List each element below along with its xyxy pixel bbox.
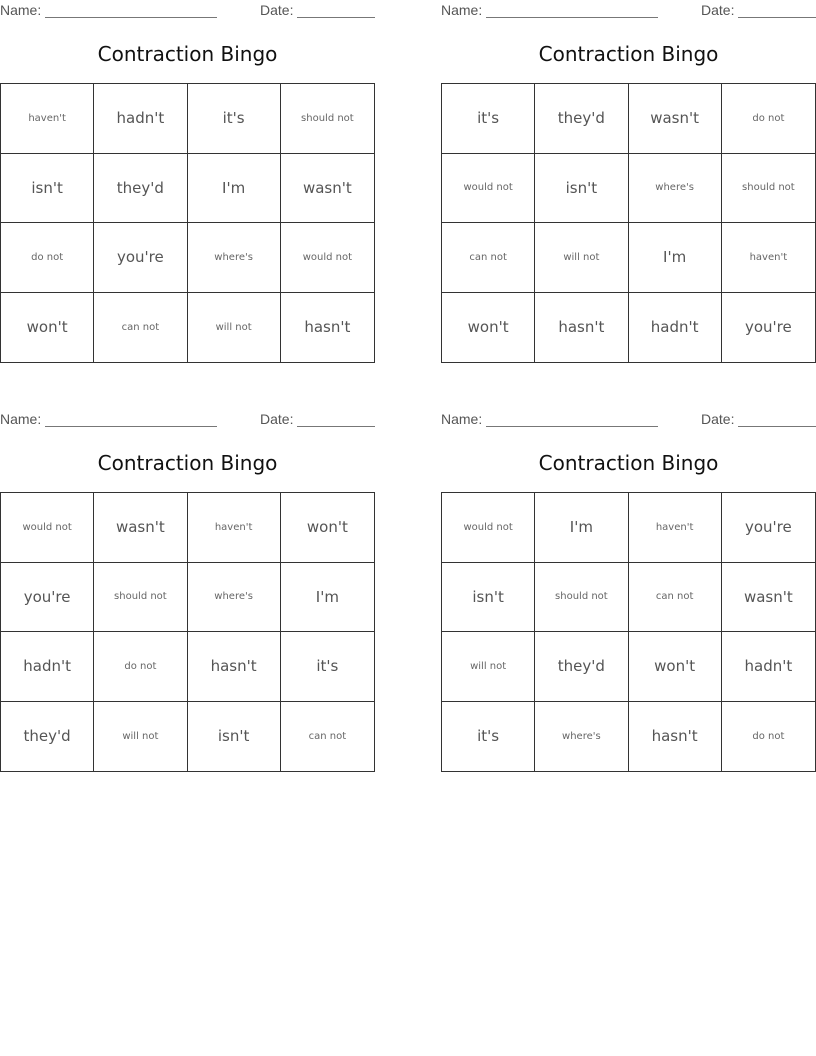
bingo-cell: hadn't <box>722 632 815 702</box>
bingo-cell: would not <box>1 493 94 563</box>
bingo-cell: haven't <box>1 84 94 154</box>
bingo-cell: where's <box>629 154 722 224</box>
bingo-cell: hasn't <box>535 293 628 363</box>
date-label: Date: <box>260 2 294 18</box>
bingo-cell: it's <box>442 84 535 154</box>
bingo-cell: should not <box>535 563 628 633</box>
bingo-cell: hasn't <box>188 632 281 702</box>
bingo-cell: you're <box>94 223 187 293</box>
bingo-cell: they'd <box>535 84 628 154</box>
bingo-cell: isn't <box>442 563 535 633</box>
bingo-cell: will not <box>94 702 187 772</box>
bingo-cell: won't <box>442 293 535 363</box>
card-title: Contraction Bingo <box>538 42 719 66</box>
bingo-card-1 <box>0 0 375 375</box>
card-title: Contraction Bingo <box>97 451 278 475</box>
name-blank-line <box>45 411 217 427</box>
date-blank-line <box>297 411 375 427</box>
bingo-cell: will not <box>188 293 281 363</box>
bingo-cell: I'm <box>629 223 722 293</box>
bingo-cell: hadn't <box>1 632 94 702</box>
bingo-cell: can not <box>94 293 187 363</box>
bingo-cell: would not <box>281 223 374 293</box>
bingo-cell: do not <box>1 223 94 293</box>
bingo-cell: you're <box>722 493 815 563</box>
date-label: Date: <box>260 411 294 427</box>
bingo-cell: would not <box>442 154 535 224</box>
bingo-cell: won't <box>629 632 722 702</box>
bingo-cell: would not <box>442 493 535 563</box>
bingo-cell: where's <box>535 702 628 772</box>
bingo-cell: haven't <box>188 493 281 563</box>
name-label: Name: <box>441 2 483 18</box>
card-header <box>0 2 375 20</box>
bingo-cell: hasn't <box>629 702 722 772</box>
bingo-cell: do not <box>722 84 815 154</box>
bingo-cell: I'm <box>281 563 374 633</box>
bingo-cell: will not <box>535 223 628 293</box>
card-title: Contraction Bingo <box>97 42 278 66</box>
bingo-cell: I'm <box>188 154 281 224</box>
bingo-cell: you're <box>744 318 792 337</box>
bingo-cell: hasn't <box>304 318 351 337</box>
name-label: Name: <box>0 2 42 18</box>
bingo-cell: won't <box>281 493 374 563</box>
date-blank-line <box>297 2 375 18</box>
bingo-cell: isn't <box>1 154 94 224</box>
bingo-cell: I'm <box>535 493 628 563</box>
bingo-cell: they'd <box>535 632 628 702</box>
bingo-cell: hadn't <box>94 84 187 154</box>
date-blank-line <box>738 2 816 18</box>
name-label: Name: <box>441 411 483 427</box>
bingo-cell: wasn't <box>722 563 815 633</box>
card-header <box>0 411 375 429</box>
bingo-grid <box>0 83 375 363</box>
bingo-card-2 <box>441 0 816 375</box>
bingo-cell: will not <box>442 632 535 702</box>
bingo-cell: isn't <box>188 702 281 772</box>
name-blank-line <box>486 411 658 427</box>
bingo-cell: it's <box>442 702 535 772</box>
bingo-cell: you're <box>1 563 94 633</box>
bingo-cell: haven't <box>722 223 815 293</box>
bingo-cell: can not <box>629 563 722 633</box>
card-title: Contraction Bingo <box>538 451 719 475</box>
bingo-cell: it's <box>188 84 281 154</box>
bingo-cell: won't <box>1 293 94 363</box>
card-header <box>441 2 816 20</box>
date-label: Date: <box>701 411 735 427</box>
name-blank-line <box>45 2 217 18</box>
bingo-cell: do not <box>94 632 187 702</box>
bingo-cell: can not <box>308 730 347 742</box>
bingo-cell: do not <box>752 730 785 742</box>
card-header <box>441 411 816 429</box>
bingo-card-3 <box>0 409 375 784</box>
bingo-cell: wasn't <box>94 493 187 563</box>
bingo-cell: they'd <box>94 154 187 224</box>
bingo-cell: where's <box>188 563 281 633</box>
bingo-cell: hadn't <box>629 293 722 363</box>
date-blank-line <box>738 411 816 427</box>
bingo-card-4 <box>441 409 816 784</box>
name-blank-line <box>486 2 658 18</box>
bingo-cell: wasn't <box>281 154 374 224</box>
bingo-cell: should not <box>281 84 374 154</box>
bingo-grid <box>441 83 816 363</box>
name-label: Name: <box>0 411 42 427</box>
date-label: Date: <box>701 2 735 18</box>
bingo-cell: can not <box>442 223 535 293</box>
bingo-cell: it's <box>281 632 374 702</box>
bingo-cell: haven't <box>629 493 722 563</box>
bingo-cell: should not <box>722 154 815 224</box>
bingo-cell: wasn't <box>629 84 722 154</box>
bingo-grid <box>441 492 816 772</box>
bingo-cell: they'd <box>1 702 94 772</box>
bingo-cell: isn't <box>535 154 628 224</box>
bingo-cell: where's <box>188 223 281 293</box>
bingo-cell: should not <box>94 563 187 633</box>
bingo-grid <box>0 492 375 772</box>
